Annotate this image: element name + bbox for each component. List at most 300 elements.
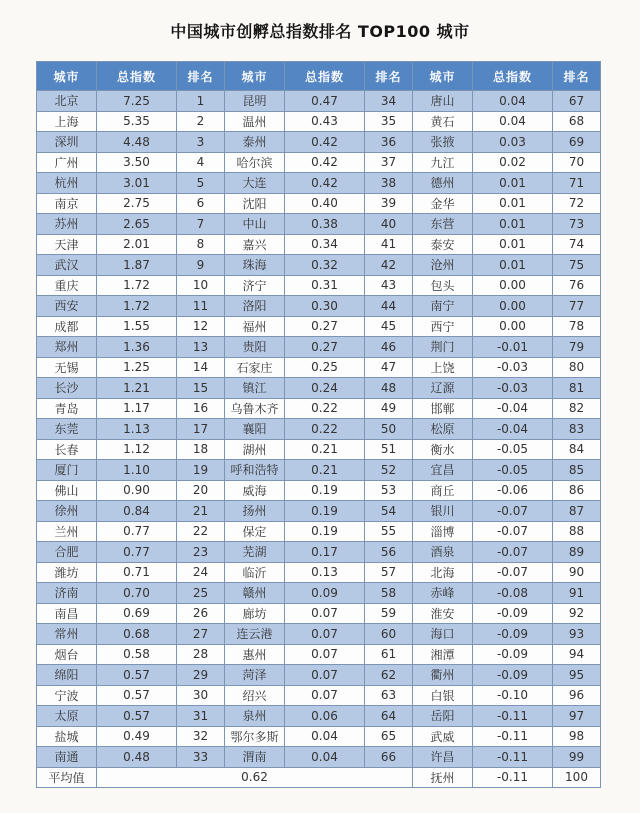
city-cell: 宁波 (37, 685, 97, 706)
rank-cell: 27 (177, 624, 225, 645)
rank-cell: 62 (365, 665, 413, 686)
city-cell: 九江 (413, 152, 473, 173)
rank-cell: 97 (553, 706, 601, 727)
rank-cell: 93 (553, 624, 601, 645)
rank-cell: 74 (553, 234, 601, 255)
rank-cell: 94 (553, 644, 601, 665)
rank-cell: 43 (365, 275, 413, 296)
city-cell: 连云港 (225, 624, 285, 645)
rank-cell: 99 (553, 747, 601, 768)
index-cell: 0.01 (473, 214, 553, 235)
rank-cell: 53 (365, 480, 413, 501)
index-cell: -0.09 (473, 603, 553, 624)
rank-cell: 50 (365, 419, 413, 440)
rank-cell: 49 (365, 398, 413, 419)
table-row (37, 316, 601, 337)
table-row (37, 234, 601, 255)
rank-cell: 63 (365, 685, 413, 706)
index-cell: 0.70 (97, 583, 177, 604)
city-cell: 泰安 (413, 234, 473, 255)
city-cell: 白银 (413, 685, 473, 706)
rank-cell: 28 (177, 644, 225, 665)
city-cell: 鄂尔多斯 (225, 726, 285, 747)
index-cell: 1.13 (97, 419, 177, 440)
city-cell: 邯郸 (413, 398, 473, 419)
rank-cell: 88 (553, 521, 601, 542)
table-row (37, 378, 601, 399)
rank-cell: 83 (553, 419, 601, 440)
city-cell: 厦门 (37, 460, 97, 481)
index-cell: 0.07 (285, 644, 365, 665)
rank-cell: 9 (177, 255, 225, 276)
city-cell: 唐山 (413, 91, 473, 112)
index-cell: -0.05 (473, 460, 553, 481)
city-cell: 昆明 (225, 91, 285, 112)
index-cell: 2.65 (97, 214, 177, 235)
index-cell: 3.01 (97, 173, 177, 194)
rank-cell: 4 (177, 152, 225, 173)
rank-cell: 41 (365, 234, 413, 255)
city-cell: 佛山 (37, 480, 97, 501)
table-row (37, 152, 601, 173)
city-cell: 南宁 (413, 296, 473, 317)
index-cell: 0.30 (285, 296, 365, 317)
city-cell: 酒泉 (413, 542, 473, 563)
rank-cell: 5 (177, 173, 225, 194)
city-cell: 成都 (37, 316, 97, 337)
city-cell: 呼和浩特 (225, 460, 285, 481)
rank-cell: 19 (177, 460, 225, 481)
rank-cell: 52 (365, 460, 413, 481)
table-row (37, 706, 601, 727)
city-cell: 泰州 (225, 132, 285, 153)
table-row (37, 685, 601, 706)
index-cell: -0.11 (473, 706, 553, 727)
index-cell: 0.17 (285, 542, 365, 563)
rank-cell: 46 (365, 337, 413, 358)
index-cell: -0.07 (473, 501, 553, 522)
city-cell: 合肥 (37, 542, 97, 563)
rank-cell: 65 (365, 726, 413, 747)
index-cell: 0.21 (285, 439, 365, 460)
city-cell: 商丘 (413, 480, 473, 501)
rank-cell: 76 (553, 275, 601, 296)
index-cell: 0.48 (97, 747, 177, 768)
average-value-cell: 0.62 (97, 767, 413, 788)
rank-cell: 51 (365, 439, 413, 460)
city-cell: 长春 (37, 439, 97, 460)
rank-cell: 38 (365, 173, 413, 194)
city-cell: 包头 (413, 275, 473, 296)
rank-cell: 7 (177, 214, 225, 235)
city-cell: 镇江 (225, 378, 285, 399)
rank-cell: 3 (177, 132, 225, 153)
city-cell: 沧州 (413, 255, 473, 276)
rank-cell: 91 (553, 583, 601, 604)
rank-cell: 68 (553, 111, 601, 132)
index-cell: 0.22 (285, 398, 365, 419)
column-header: 城市 (413, 62, 473, 91)
city-cell: 东营 (413, 214, 473, 235)
rank-cell: 96 (553, 685, 601, 706)
city-cell: 保定 (225, 521, 285, 542)
city-cell: 嘉兴 (225, 234, 285, 255)
city-cell: 张掖 (413, 132, 473, 153)
index-cell: 0.00 (473, 316, 553, 337)
rank-cell: 22 (177, 521, 225, 542)
rank-cell: 6 (177, 193, 225, 214)
city-cell: 渭南 (225, 747, 285, 768)
index-cell: 2.75 (97, 193, 177, 214)
index-cell: 0.01 (473, 234, 553, 255)
rank-cell: 77 (553, 296, 601, 317)
rank-cell: 45 (365, 316, 413, 337)
rank-cell: 80 (553, 357, 601, 378)
index-cell: 0.04 (473, 91, 553, 112)
index-cell: 0.49 (97, 726, 177, 747)
table-row (37, 255, 601, 276)
page-title: 中国城市创孵总指数排名 TOP100 城市 (170, 22, 470, 41)
rank-cell: 66 (365, 747, 413, 768)
index-cell: 0.40 (285, 193, 365, 214)
rank-cell: 18 (177, 439, 225, 460)
index-cell: 1.10 (97, 460, 177, 481)
city-cell: 海口 (413, 624, 473, 645)
city-cell: 常州 (37, 624, 97, 645)
index-cell: 2.01 (97, 234, 177, 255)
rank-cell: 87 (553, 501, 601, 522)
rank-cell: 10 (177, 275, 225, 296)
city-cell: 东莞 (37, 419, 97, 440)
city-cell: 芜湖 (225, 542, 285, 563)
city-cell: 湘潭 (413, 644, 473, 665)
city-cell: 衢州 (413, 665, 473, 686)
city-cell: 哈尔滨 (225, 152, 285, 173)
index-cell: 0.07 (285, 685, 365, 706)
rank-cell: 67 (553, 91, 601, 112)
city-cell: 乌鲁木齐 (225, 398, 285, 419)
city-cell: 廊坊 (225, 603, 285, 624)
rank-cell: 40 (365, 214, 413, 235)
city-cell: 黄石 (413, 111, 473, 132)
table-row (37, 583, 601, 604)
column-header: 总指数 (97, 62, 177, 91)
city-cell: 武汉 (37, 255, 97, 276)
index-cell: 0.42 (285, 173, 365, 194)
index-cell: -0.09 (473, 665, 553, 686)
index-cell: 0.31 (285, 275, 365, 296)
rank-cell: 98 (553, 726, 601, 747)
index-cell: 0.25 (285, 357, 365, 378)
index-cell: -0.01 (473, 337, 553, 358)
table-row (37, 91, 601, 112)
city-cell: 珠海 (225, 255, 285, 276)
rank-cell: 61 (365, 644, 413, 665)
rank-cell: 89 (553, 542, 601, 563)
city-cell: 北京 (37, 91, 97, 112)
footer-row (37, 767, 601, 788)
index-cell: -0.05 (473, 439, 553, 460)
table-row (37, 644, 601, 665)
city-cell: 襄阳 (225, 419, 285, 440)
index-cell: -0.11 (473, 747, 553, 768)
index-cell: 4.48 (97, 132, 177, 153)
column-header: 城市 (225, 62, 285, 91)
city-cell: 石家庄 (225, 357, 285, 378)
index-cell: 1.36 (97, 337, 177, 358)
city-cell: 烟台 (37, 644, 97, 665)
city-cell: 金华 (413, 193, 473, 214)
rank-cell: 1 (177, 91, 225, 112)
rank-cell: 37 (365, 152, 413, 173)
city-cell: 兰州 (37, 521, 97, 542)
index-cell: 1.55 (97, 316, 177, 337)
column-header: 总指数 (285, 62, 365, 91)
rank-cell: 21 (177, 501, 225, 522)
table-row (37, 542, 601, 563)
rank-cell: 59 (365, 603, 413, 624)
city-cell: 绍兴 (225, 685, 285, 706)
city-cell: 大连 (225, 173, 285, 194)
city-cell: 西宁 (413, 316, 473, 337)
index-cell: 0.03 (473, 132, 553, 153)
city-cell: 贵阳 (225, 337, 285, 358)
rank-cell: 12 (177, 316, 225, 337)
rank-cell: 15 (177, 378, 225, 399)
rank-cell: 92 (553, 603, 601, 624)
city-cell: 苏州 (37, 214, 97, 235)
city-cell: 扬州 (225, 501, 285, 522)
city-cell: 赤峰 (413, 583, 473, 604)
rank-cell: 55 (365, 521, 413, 542)
city-cell: 淮安 (413, 603, 473, 624)
column-header: 城市 (37, 62, 97, 91)
rank-cell: 73 (553, 214, 601, 235)
rank-cell: 13 (177, 337, 225, 358)
index-cell: 0.04 (285, 747, 365, 768)
rank-cell: 17 (177, 419, 225, 440)
city-cell: 徐州 (37, 501, 97, 522)
index-cell: 0.04 (473, 111, 553, 132)
index-cell: 1.12 (97, 439, 177, 460)
rank-cell: 2 (177, 111, 225, 132)
index-cell: -0.11 (473, 726, 553, 747)
rank-cell: 25 (177, 583, 225, 604)
index-cell: -0.09 (473, 624, 553, 645)
index-cell: 0.90 (97, 480, 177, 501)
city-cell: 广州 (37, 152, 97, 173)
index-cell: 0.07 (285, 603, 365, 624)
rank-cell: 58 (365, 583, 413, 604)
rank-cell: 70 (553, 152, 601, 173)
city-cell: 德州 (413, 173, 473, 194)
table-row (37, 173, 601, 194)
city-cell: 沈阳 (225, 193, 285, 214)
index-cell: 0.04 (285, 726, 365, 747)
city-cell: 济宁 (225, 275, 285, 296)
city-cell: 郑州 (37, 337, 97, 358)
city-cell: 赣州 (225, 583, 285, 604)
city-cell: 淄博 (413, 521, 473, 542)
rank-cell: 95 (553, 665, 601, 686)
index-cell: 0.27 (285, 316, 365, 337)
table-row (37, 419, 601, 440)
table-row (37, 562, 601, 583)
table-row (37, 111, 601, 132)
city-cell: 松原 (413, 419, 473, 440)
table-row (37, 665, 601, 686)
rank-cell: 33 (177, 747, 225, 768)
city-cell: 岳阳 (413, 706, 473, 727)
table-row (37, 726, 601, 747)
ranking-table (36, 61, 601, 788)
index-cell: 0.13 (285, 562, 365, 583)
rank-cell: 31 (177, 706, 225, 727)
rank-cell: 23 (177, 542, 225, 563)
index-cell: 0.42 (285, 152, 365, 173)
city-cell: 绵阳 (37, 665, 97, 686)
table-row (37, 521, 601, 542)
index-cell: -0.11 (473, 767, 553, 788)
rank-cell: 60 (365, 624, 413, 645)
index-cell: 0.07 (285, 665, 365, 686)
index-cell: -0.04 (473, 419, 553, 440)
rank-cell: 78 (553, 316, 601, 337)
index-cell: 1.21 (97, 378, 177, 399)
rank-cell: 32 (177, 726, 225, 747)
table-row (37, 398, 601, 419)
index-cell: 5.35 (97, 111, 177, 132)
table-row (37, 480, 601, 501)
city-cell: 青岛 (37, 398, 97, 419)
index-cell: 0.19 (285, 521, 365, 542)
table-row (37, 193, 601, 214)
city-cell: 西安 (37, 296, 97, 317)
rank-cell: 75 (553, 255, 601, 276)
index-cell: 0.68 (97, 624, 177, 645)
city-cell: 潍坊 (37, 562, 97, 583)
city-cell: 太原 (37, 706, 97, 727)
index-cell: 0.19 (285, 480, 365, 501)
index-cell: 0.21 (285, 460, 365, 481)
column-header: 总指数 (473, 62, 553, 91)
index-cell: 0.42 (285, 132, 365, 153)
rank-cell: 84 (553, 439, 601, 460)
index-cell: 0.69 (97, 603, 177, 624)
rank-cell: 86 (553, 480, 601, 501)
city-cell: 荆门 (413, 337, 473, 358)
city-cell: 中山 (225, 214, 285, 235)
table-header-row (37, 62, 601, 91)
index-cell: 0.09 (285, 583, 365, 604)
index-cell: 0.77 (97, 542, 177, 563)
city-cell: 洛阳 (225, 296, 285, 317)
index-cell: -0.07 (473, 521, 553, 542)
index-cell: 1.72 (97, 296, 177, 317)
index-cell: -0.07 (473, 562, 553, 583)
rank-cell: 26 (177, 603, 225, 624)
city-cell: 济南 (37, 583, 97, 604)
rank-cell: 64 (365, 706, 413, 727)
table-row (37, 214, 601, 235)
index-cell: 0.32 (285, 255, 365, 276)
rank-cell: 82 (553, 398, 601, 419)
city-cell: 福州 (225, 316, 285, 337)
index-cell: 0.77 (97, 521, 177, 542)
table-row (37, 296, 601, 317)
index-cell: 0.22 (285, 419, 365, 440)
index-cell: 0.06 (285, 706, 365, 727)
index-cell: 0.00 (473, 296, 553, 317)
rank-cell: 48 (365, 378, 413, 399)
index-cell: 0.71 (97, 562, 177, 583)
index-cell: 1.87 (97, 255, 177, 276)
index-cell: 3.50 (97, 152, 177, 173)
rank-cell: 35 (365, 111, 413, 132)
table-row (37, 275, 601, 296)
rank-cell: 36 (365, 132, 413, 153)
city-cell: 南京 (37, 193, 97, 214)
rank-cell: 90 (553, 562, 601, 583)
rank-cell: 72 (553, 193, 601, 214)
table-row (37, 460, 601, 481)
index-cell: 7.25 (97, 91, 177, 112)
rank-cell: 14 (177, 357, 225, 378)
index-cell: 0.43 (285, 111, 365, 132)
index-cell: 0.19 (285, 501, 365, 522)
city-cell: 抚州 (413, 767, 473, 788)
rank-cell: 69 (553, 132, 601, 153)
rank-cell: 34 (365, 91, 413, 112)
index-cell: -0.09 (473, 644, 553, 665)
index-cell: 0.47 (285, 91, 365, 112)
city-cell: 杭州 (37, 173, 97, 194)
index-cell: 0.57 (97, 685, 177, 706)
city-cell: 威海 (225, 480, 285, 501)
index-cell: 0.57 (97, 665, 177, 686)
index-cell: -0.08 (473, 583, 553, 604)
index-cell: 1.17 (97, 398, 177, 419)
index-cell: 1.25 (97, 357, 177, 378)
city-cell: 银川 (413, 501, 473, 522)
rank-cell: 79 (553, 337, 601, 358)
table-row (37, 624, 601, 645)
index-cell: 0.02 (473, 152, 553, 173)
city-cell: 衡水 (413, 439, 473, 460)
average-label-cell: 平均值 (37, 767, 97, 788)
index-cell: 0.24 (285, 378, 365, 399)
city-cell: 重庆 (37, 275, 97, 296)
city-cell: 南通 (37, 747, 97, 768)
rank-cell: 11 (177, 296, 225, 317)
rank-cell: 39 (365, 193, 413, 214)
city-cell: 临沂 (225, 562, 285, 583)
index-cell: -0.07 (473, 542, 553, 563)
column-header: 排名 (553, 62, 601, 91)
index-cell: 0.01 (473, 193, 553, 214)
city-cell: 无锡 (37, 357, 97, 378)
index-cell: 0.27 (285, 337, 365, 358)
city-cell: 武威 (413, 726, 473, 747)
table-row (37, 747, 601, 768)
city-cell: 南昌 (37, 603, 97, 624)
rank-cell: 100 (553, 767, 601, 788)
city-cell: 天津 (37, 234, 97, 255)
index-cell: 0.07 (285, 624, 365, 645)
table-row (37, 501, 601, 522)
city-cell: 惠州 (225, 644, 285, 665)
index-cell: 0.34 (285, 234, 365, 255)
